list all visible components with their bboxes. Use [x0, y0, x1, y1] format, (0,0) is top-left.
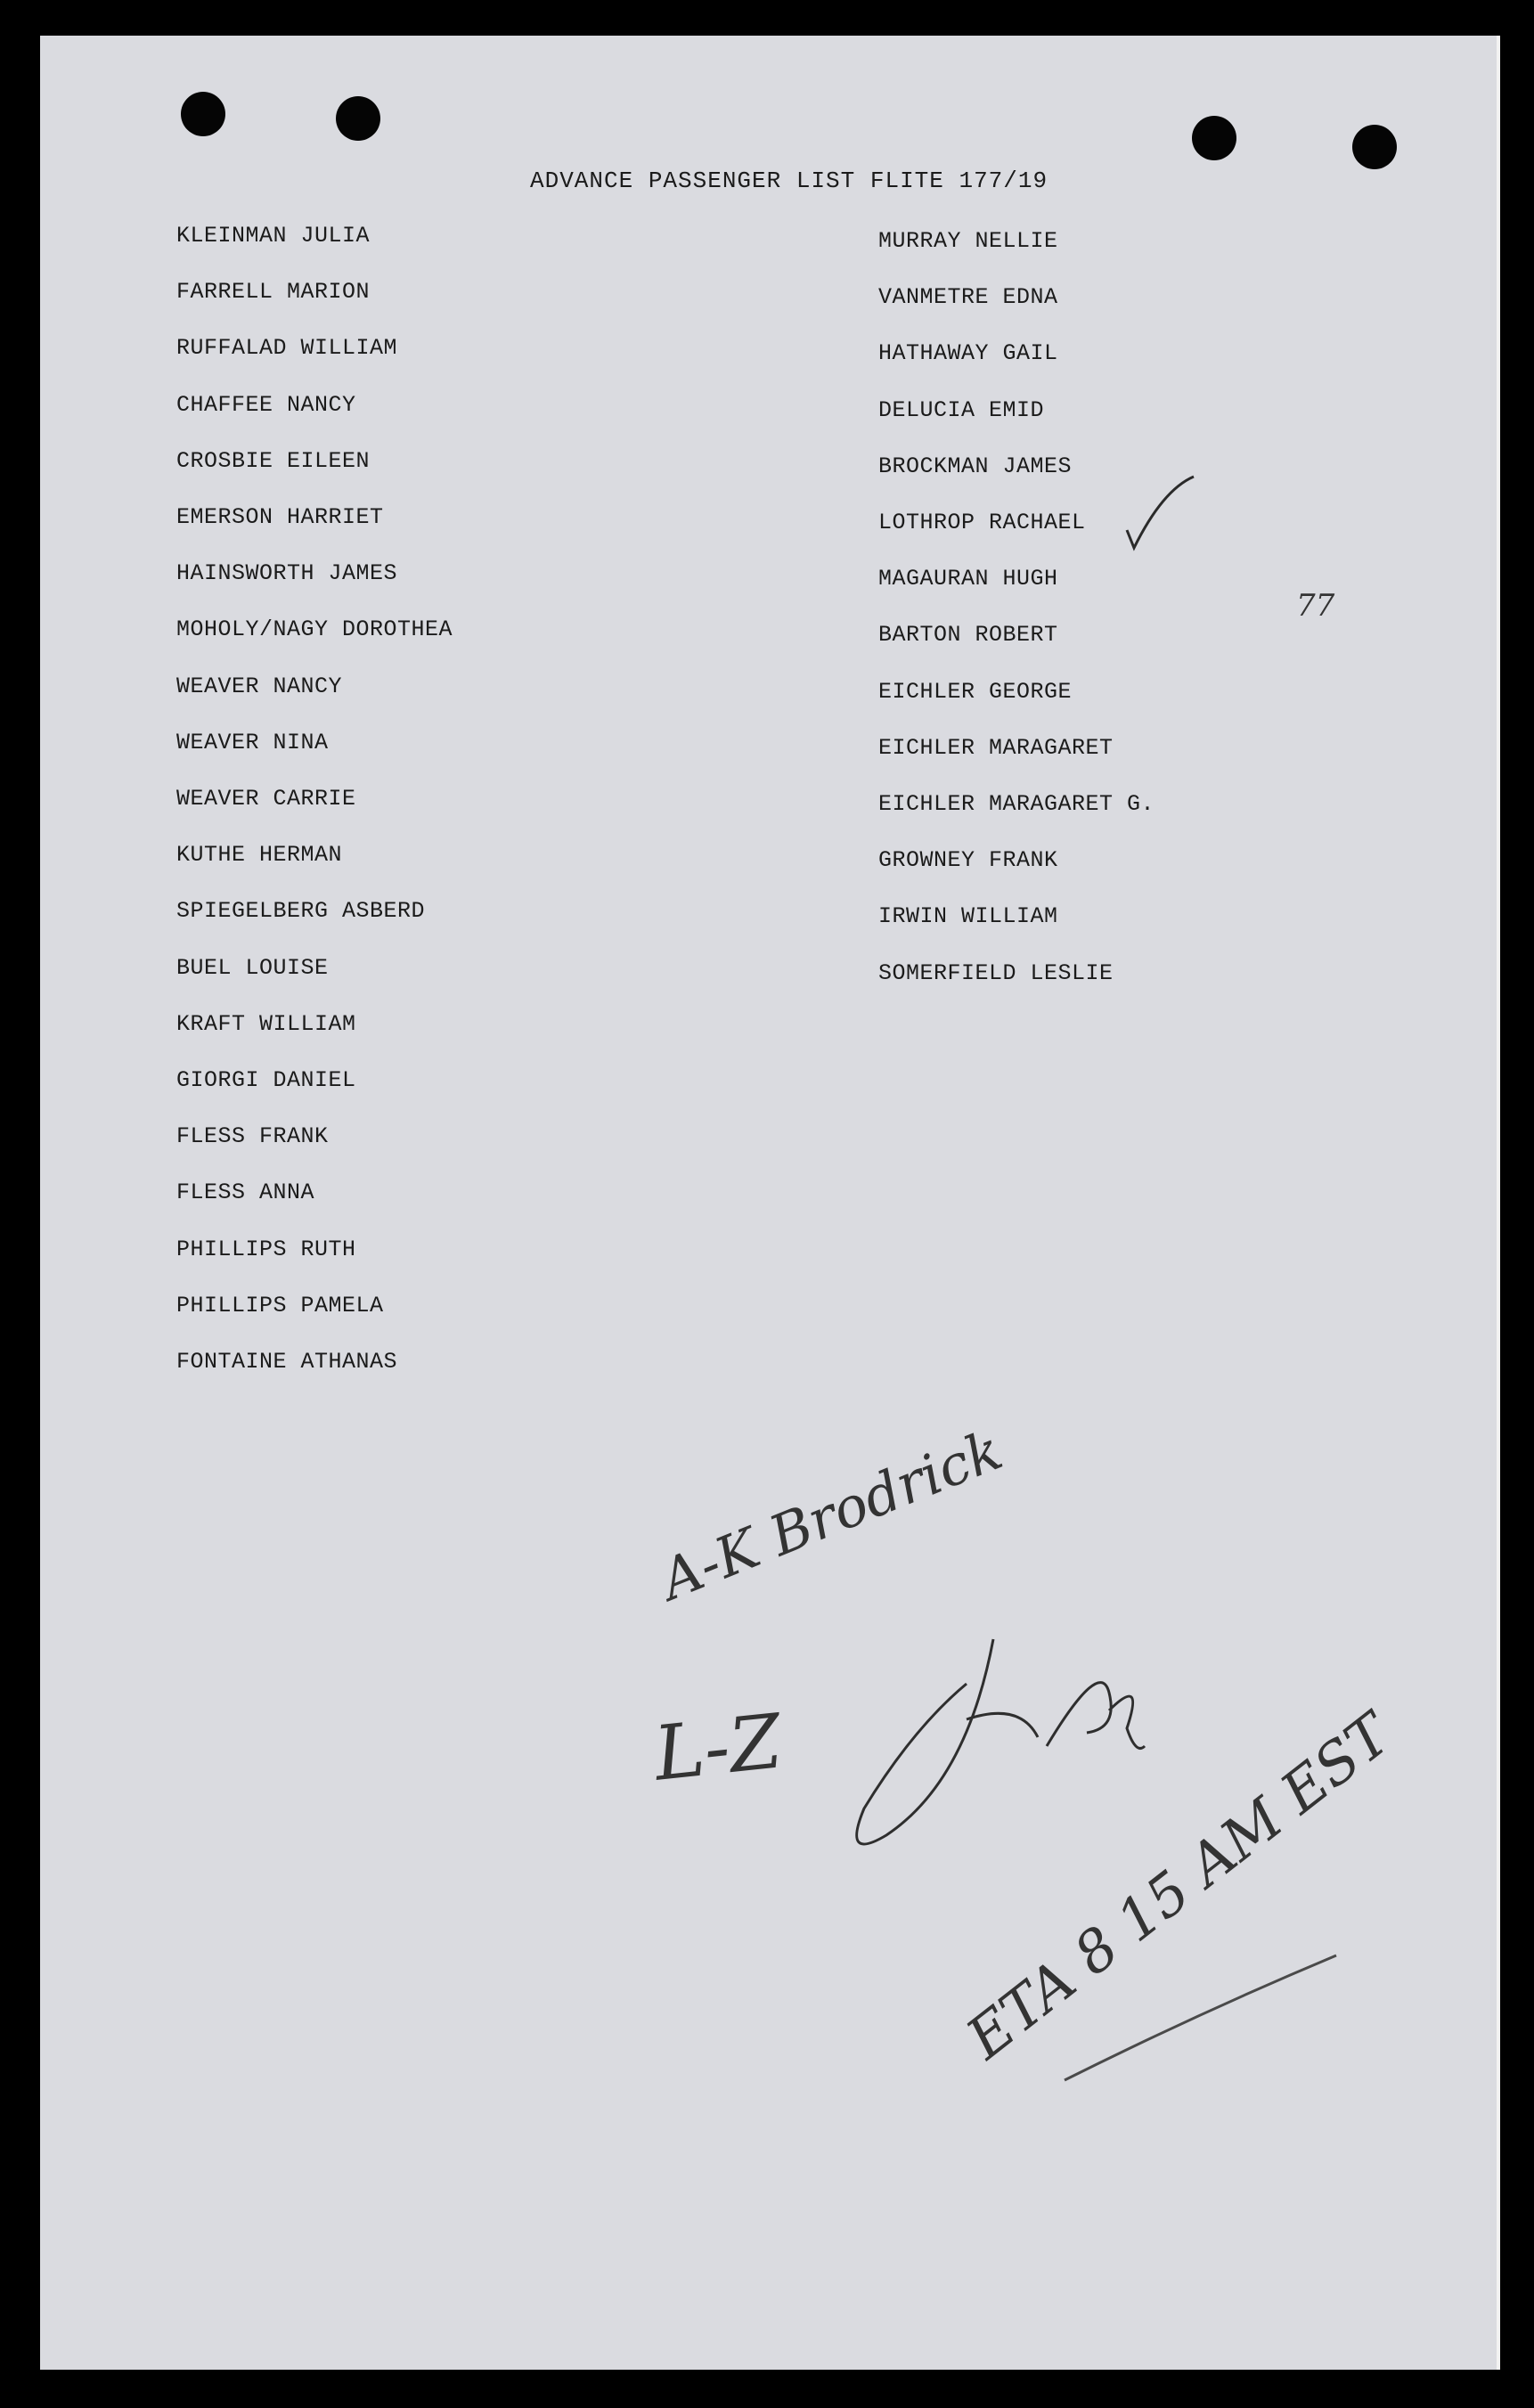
punch-hole-icon — [181, 92, 225, 136]
passenger-name: BROCKMAN JAMES — [878, 453, 1073, 479]
passenger-name: BUEL LOUISE — [176, 954, 329, 981]
passenger-name: RUFFALAD WILLIAM — [176, 335, 398, 362]
passenger-name: CHAFFEE NANCY — [176, 391, 356, 418]
passenger-name: KUTHE HERMAN — [176, 842, 343, 869]
passenger-name: KRAFT WILLIAM — [176, 1010, 356, 1037]
signature-flourish — [857, 1639, 1145, 1844]
checkmark-icon — [1127, 477, 1194, 548]
passenger-name: EICHLER MARAGARET G. — [878, 791, 1155, 817]
passenger-name: GIORGI DANIEL — [176, 1067, 356, 1093]
passenger-name: IRWIN WILLIAM — [878, 903, 1058, 930]
passenger-name: SPIEGELBERG ASBERD — [176, 898, 426, 925]
passenger-name: EMERSON HARRIET — [176, 504, 384, 530]
passenger-name: EICHLER MARAGARET — [878, 734, 1114, 761]
passenger-name: MAGAURAN HUGH — [878, 566, 1058, 592]
passenger-name: HAINSWORTH JAMES — [176, 560, 398, 587]
margin-mark: 77 — [1296, 588, 1335, 624]
punch-hole-icon — [1352, 125, 1397, 169]
passenger-name: WEAVER CARRIE — [176, 786, 356, 812]
passenger-name: CROSBIE EILEEN — [176, 447, 371, 474]
passenger-name: SOMERFIELD LESLIE — [878, 959, 1114, 986]
page-title: ADVANCE PASSENGER LIST FLITE 177/19 — [530, 167, 1049, 194]
passenger-name: BARTON ROBERT — [878, 622, 1058, 649]
handwritten-note-lz: L-Z — [649, 1697, 786, 1798]
passenger-name: FLESS FRANK — [176, 1123, 329, 1150]
punch-hole-icon — [1192, 116, 1236, 160]
passenger-name: PHILLIPS PAMELA — [176, 1292, 384, 1318]
passenger-name: FLESS ANNA — [176, 1180, 315, 1206]
passenger-name: GROWNEY FRANK — [878, 847, 1058, 874]
passenger-name: WEAVER NANCY — [176, 673, 343, 699]
passenger-name: PHILLIPS RUTH — [176, 1236, 356, 1262]
passenger-name: MOHOLY/NAGY DOROTHEA — [176, 616, 453, 643]
passenger-name: MURRAY NELLIE — [878, 228, 1058, 254]
punch-hole-icon — [336, 96, 380, 141]
passenger-name: FARRELL MARION — [176, 279, 371, 306]
passenger-name: KLEINMAN JULIA — [176, 223, 371, 249]
passenger-name: FONTAINE ATHANAS — [176, 1349, 398, 1375]
passenger-name: DELUCIA EMID — [878, 396, 1045, 423]
passenger-name: LOTHROP RACHAEL — [878, 510, 1086, 535]
handwritten-note-ak: A-K Brodrick — [651, 1416, 1011, 1613]
document-page — [40, 36, 1500, 2370]
passenger-name: VANMETRE EDNA — [878, 284, 1058, 311]
passenger-name: HATHAWAY GAIL — [878, 340, 1058, 367]
passenger-name: WEAVER NINA — [176, 729, 329, 755]
handwritten-eta: ETA 8 15 AM EST — [955, 1702, 1404, 2073]
passenger-name: EICHLER GEORGE — [878, 678, 1073, 705]
